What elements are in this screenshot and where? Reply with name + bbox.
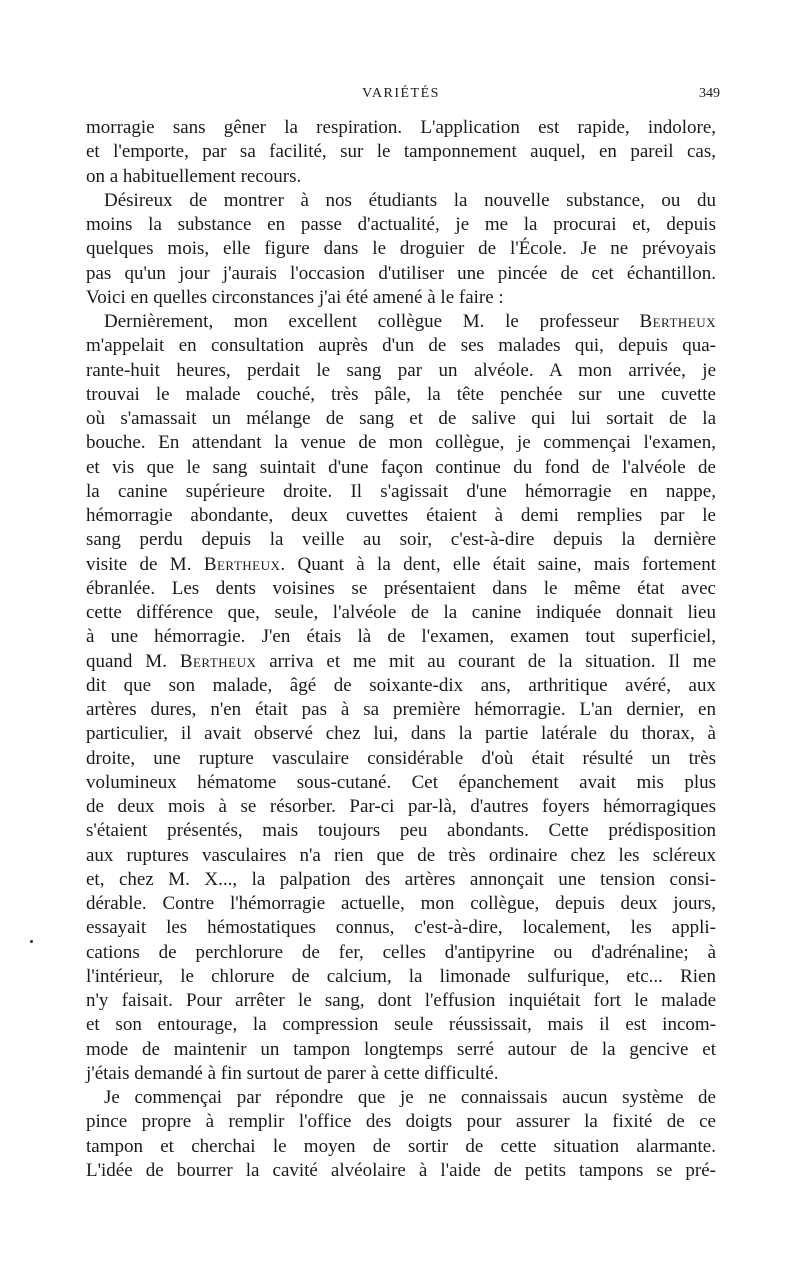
text-line: l'intérieur, le chlorure de calcium, la limonade sulfurique, etc... Rien [86, 965, 716, 987]
text-line: et l'emporte, par sa facilité, sur le tamponnement auquel, en pareil cas, [86, 141, 716, 163]
text-line: visite de M. Bertheux. Quant à la dent, elle était saine, mais fortement [86, 553, 716, 575]
text-line: Voici en quelles circonstances j'ai été amené à le faire : [86, 286, 504, 308]
text-line: hémorragie abondante, deux cuvettes étaient à demi remplies par le [86, 505, 716, 526]
margin-mark [30, 940, 33, 943]
surname-small-caps: Bertheux [203, 553, 281, 575]
text-line: aux ruptures vasculaires n'a rien que de très ordinaire chez les scléreux [86, 844, 716, 866]
text-line: L'idée de bourrer la cavité alvéolaire à l'aide de petits tampons se pré- [86, 1159, 716, 1181]
text-line: bouche. En attendant la venue de mon collègue, je commençai l'examen, [86, 432, 716, 454]
text-line: Dernièrement, mon excellent collègue M. le professeur Bertheux [104, 311, 716, 332]
text-line: quand M. Bertheux arriva et me mit au courant de la situation. Il me [86, 650, 717, 672]
text-line: de deux mois à se résorber. Par-ci par-là, d'autres foyers hémorragiques [86, 796, 716, 817]
text-line: dérable. Contre l'hémorragie actuelle, mon collègue, depuis deux jours, [86, 893, 716, 914]
text-line: Désireux de montrer à nos étudiants la nouvelle substance, ou du [104, 189, 716, 211]
text-line: où s'amassait un mélange de sang et de salive qui lui sortait de la [86, 408, 716, 429]
body-text [86, 116, 716, 1183]
text-line: et, chez M. X..., la palpation des artères annonçait une tension consi- [86, 868, 716, 890]
text-line: moins la substance en passe d'actualité, je me la procurai et, depuis [86, 214, 716, 235]
text-line: droite, une rupture vasculaire considérable d'où était résulté un très [86, 747, 716, 769]
text-line: quelques mois, elle figure dans le droguier de l'École. Je ne prévoyais [86, 238, 716, 260]
text-line: on a habituellement recours. [86, 165, 302, 187]
surname-small-caps: Bertheux [639, 311, 716, 332]
text-line: cette différence que, seule, l'alvéole de la canine indiquée donnait lieu [86, 602, 716, 623]
text-line: particulier, il avait observé chez lui, dans la partie latérale du thorax, à [86, 723, 716, 745]
text-line: la canine supérieure droite. Il s'agissait d'une hémorragie en nappe, [86, 480, 716, 502]
text-line: et vis que le sang suintait d'une façon continue du fond de l'alvéole de [86, 456, 716, 478]
text-line: morragie sans gêner la respiration. L'application est rapide, indolore, [86, 117, 716, 138]
text-line: n'y faisait. Pour arrêter le sang, dont l'effusion inquiétait fort le malade [86, 990, 716, 1011]
text-line: rante-huit heures, perdait le sang par un alvéole. A mon arrivée, je [86, 359, 716, 381]
text-line: Je commençai par répondre que je ne connaissais aucun système de [104, 1087, 716, 1108]
text-line: sang perdu depuis la veille au soir, c'est-à-dire depuis la dernière [86, 529, 716, 551]
text-line: pince propre à remplir l'office des doigts pour assurer la fixité de ce [86, 1111, 716, 1133]
text-line: pas qu'un jour j'aurais l'occasion d'utiliser une pincée de cet échantillon. [86, 262, 716, 284]
text-line: et son entourage, la compression seule réussissait, mais il est incom- [86, 1014, 716, 1036]
running-title: VARIÉTÉS [362, 86, 440, 101]
text-line: m'appelait en consultation auprès d'un de ses malades qui, depuis qua- [86, 335, 716, 357]
text-line: artères dures, n'en était pas à sa première hémorragie. L'an dernier, en [86, 699, 716, 720]
text-line: dit que son malade, âgé de soixante-dix ans, arthritique avéré, aux [86, 674, 716, 696]
text-line: j'étais demandé à fin surtout de parer à cette difficulté. [86, 1062, 499, 1084]
surname-small-caps: Bertheux [179, 650, 257, 672]
text-line: tampon et cherchai le moyen de sortir de cette situation alarmante. [86, 1135, 716, 1157]
text-line: trouvai le malade couché, très pâle, la tête penchée sur une cuvette [86, 383, 716, 405]
text-line: s'étaient présentés, mais toujours peu abondants. Cette prédisposition [86, 820, 716, 842]
text-line: cations de perchlorure de fer, celles d'antipyrine ou d'adrénaline; à [86, 941, 716, 963]
page-number: 349 [699, 86, 720, 101]
text-line: à une hémorragie. J'en étais là de l'examen, examen tout superficiel, [86, 626, 716, 648]
text-line: volumineux hématome sous-cutané. Cet épanchement avait mis plus [86, 771, 716, 793]
text-line: mode de maintenir un tampon longtemps serré autour de la gencive et [86, 1038, 716, 1060]
text-line: essayait les hémostatiques connus, c'est-à-dire, localement, les appli- [86, 917, 716, 939]
running-header [86, 84, 720, 108]
text-line: ébranlée. Les dents voisines se présentaient dans le même état avec [86, 577, 716, 599]
